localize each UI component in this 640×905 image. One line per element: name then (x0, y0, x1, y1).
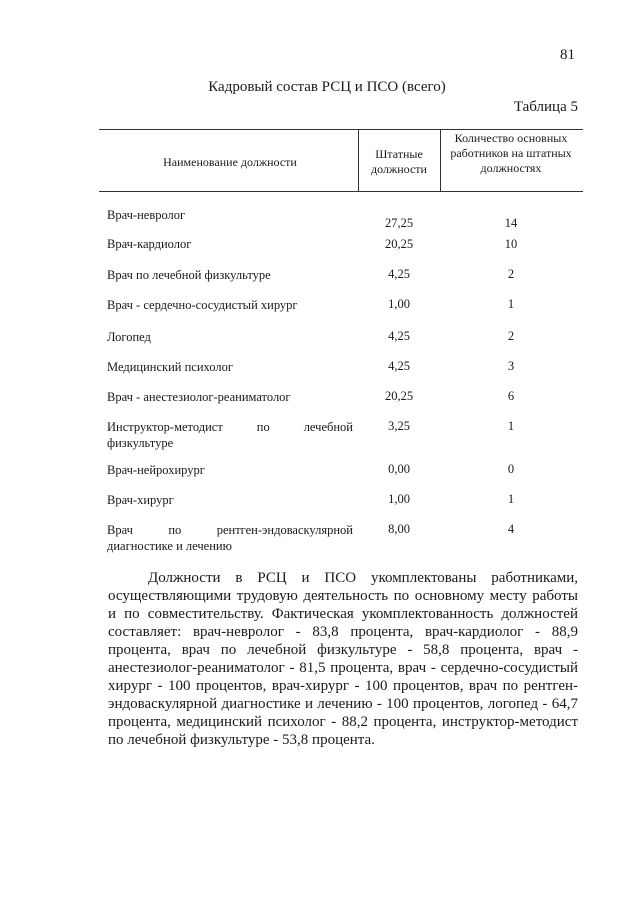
row-employee-count: 14 (504, 216, 518, 230)
row-employee-count: 4 (507, 522, 515, 536)
row-position-name (107, 522, 353, 554)
row-position-name-line2: физкультуре (107, 436, 174, 450)
row-employee-count: 0 (507, 462, 515, 476)
row-staff-value: 20,25 (384, 237, 414, 251)
row-position-name: Врач-хирург (107, 493, 174, 507)
column-divider-1 (358, 129, 359, 191)
row-employee-count: 6 (507, 389, 515, 403)
row-position-name-line1: Инструктор-методист по лечебной (107, 420, 353, 434)
row-position-name-line2: диагностике и лечению (107, 539, 232, 553)
row-staff-value: 4,25 (388, 359, 410, 373)
row-employee-count: 2 (507, 267, 515, 281)
row-staff-value: 8,00 (388, 522, 410, 536)
row-position-name: Врач-нейрохирург (107, 463, 205, 477)
row-staff-value: 1,00 (388, 492, 410, 506)
table-header-bottom-rule (99, 191, 583, 192)
row-position-name: Логопед (107, 330, 151, 344)
row-position-name: Врач-кардиолог (107, 237, 192, 251)
row-staff-value: 3,25 (388, 419, 410, 433)
row-staff-value: 4,25 (388, 329, 410, 343)
header-staff-positions: Штатные должности (371, 147, 427, 176)
row-position-name-line1: Врач по рентген-эндоваскулярной (107, 523, 353, 537)
table-top-rule (99, 129, 583, 130)
row-staff-value: 1,00 (388, 297, 410, 311)
row-position-name: Медицинский психолог (107, 360, 233, 374)
page-number: 81 (560, 47, 575, 63)
row-employee-count: 3 (507, 359, 515, 373)
row-position-name: Врач - анестезиолог-реаниматолог (107, 390, 291, 404)
row-employee-count: 1 (507, 297, 515, 311)
row-position-name: Врач-невролог (107, 208, 186, 222)
row-staff-value: 4,25 (388, 267, 410, 281)
body-paragraph: Должности в РСЦ и ПСО укомплектованы работниками, осуществляющими трудовую деятельность по основному месту работы и по совместительству. Фактическая укомплектованность должностей составляет: врач-невролог - 83,8 процента, врач-кардиолог - 88,9 процента, врач по лечебной физкультуре - 58,8 процента, врач - анестезиолог-реаниматолог - 81,5 процента, врач - сердечно-сосудистый хирург - 100 процентов, врач-хирург - 100 процентов, врач по рентген-эндоваскулярной диагностике и лечению - 100 процентов, логопед - 64,7 процента, медицинский психолог - 88,2 процента, инструктор-методист по лечебной физкультуре - 53,8 процента. (108, 570, 578, 748)
row-employee-count: 1 (507, 419, 515, 433)
table-title: Кадровый состав РСЦ и ПСО (всего) (208, 79, 446, 95)
row-employee-count: 2 (507, 329, 515, 343)
table-label: Таблица 5 (513, 99, 578, 115)
row-staff-value: 20,25 (384, 389, 414, 403)
row-staff-value: 0,00 (388, 462, 410, 476)
row-employee-count: 1 (507, 492, 515, 506)
row-position-name: Врач по лечебной физкультуре (107, 268, 271, 282)
row-employee-count: 10 (504, 237, 518, 251)
column-divider-2 (440, 129, 441, 191)
row-position-name (107, 419, 353, 451)
row-staff-value: 27,25 (384, 216, 414, 230)
header-position-name: Наименование должности (163, 155, 297, 169)
row-position-name: Врач - сердечно-сосудистый хирург (107, 298, 298, 312)
header-main-employees: Количество основных работников на штатных должностях (450, 131, 572, 175)
